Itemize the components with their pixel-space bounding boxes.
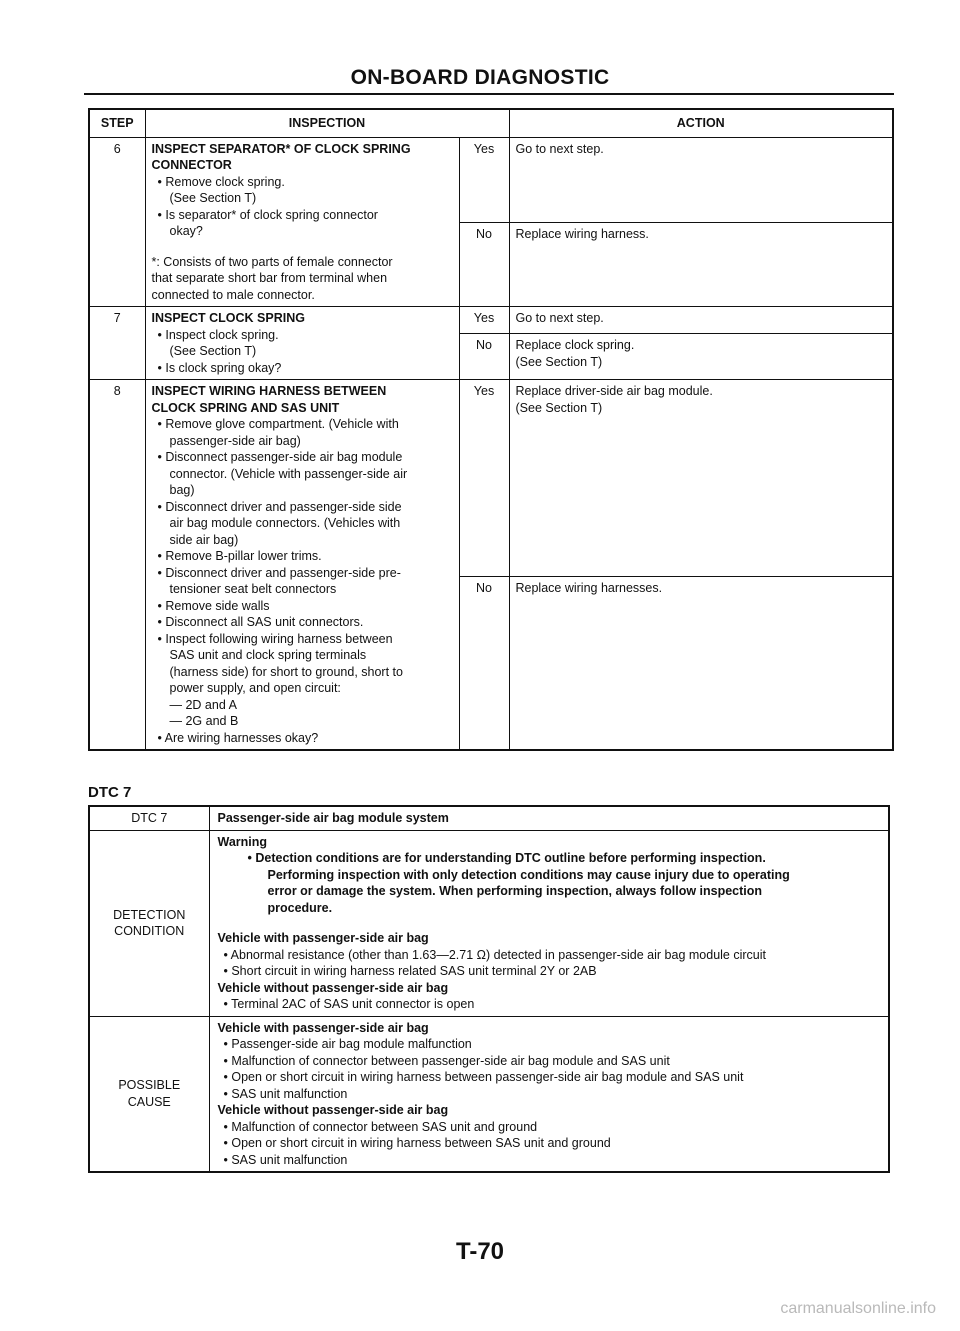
footnote: connected to male connector. [151,287,315,302]
dtc-name: Passenger-side air bag module system [209,806,889,830]
list-item: side air bag) [169,532,239,547]
subheading: Vehicle with passenger-side air bag [217,931,429,945]
action-line: Replace driver-side air bag module. [515,384,713,398]
list-item: • SAS unit malfunction [223,1152,348,1167]
yes-label: Yes [459,380,509,577]
step-inspection [145,137,459,307]
list-item: power supply, and open circuit: [169,681,341,695]
yes-label: Yes [459,307,509,334]
list-item: • Remove B-pillar lower trims. [157,549,322,563]
label-line: DETECTION [113,907,186,922]
dtc-table [88,805,890,1173]
list-item: • Inspect clock spring. [157,327,279,342]
no-label: No [459,222,509,307]
step-number: 8 [89,380,145,751]
step-number: 6 [89,137,145,307]
list-item: passenger-side air bag) [169,433,301,448]
no-label: No [459,577,509,751]
label-line: CONDITION [114,924,185,938]
list-item: • Terminal 2AC of SAS unit connector is open [223,997,475,1011]
list-item: connector. (Vehicle with passenger-side air [169,466,408,481]
warning-line: • Detection conditions are for understanding DTC outline before performing inspection. [247,851,766,865]
table-row [89,1016,889,1172]
step-title: INSPECT SEPARATOR* OF CLOCK SPRING [151,141,411,156]
list-item: okay? [169,224,203,238]
inspection-column-header: INSPECTION [145,109,509,137]
yes-action [509,380,893,577]
list-item: • SAS unit malfunction [223,1086,348,1101]
list-item: • Disconnect driver and passenger-side pre- [157,565,401,580]
yes-action: Go to next step. [509,137,893,222]
subheading: Vehicle with passenger-side air bag [217,1020,429,1035]
action-line: (See Section T) [515,354,603,369]
warning-line: Performing inspection with only detection conditions may cause injury due to operating [267,867,790,882]
label-line: POSSIBLE [118,1078,181,1093]
list-item: • Short circuit in wiring harness related SAS unit terminal 2Y or 2AB [223,964,597,978]
page-number: T-70 [455,1238,505,1265]
yes-action: Go to next step. [509,307,893,334]
step-number: 7 [89,307,145,380]
list-item: (harness side) for short to ground, short to [169,664,403,679]
table-row [89,137,893,222]
list-item: • Disconnect driver and passenger-side side [157,499,402,514]
step-title: INSPECT CLOCK SPRING [151,311,305,325]
step-title: CONNECTOR [151,158,232,172]
list-item: • Passenger-side air bag module malfunction [223,1037,472,1051]
no-action: Replace wiring harness. [509,222,893,307]
table-header-row [89,109,893,137]
section-heading: DTC 7 [88,784,132,801]
list-item: — 2D and A [169,697,237,712]
footnote: *: Consists of two parts of female connector [151,254,393,269]
header-rule [84,93,894,95]
step-inspection [145,380,459,751]
warning-line: error or damage the system. When performing inspection, always follow inspection [267,884,763,898]
list-item: • Remove glove compartment. (Vehicle with [157,417,399,431]
list-item: • Disconnect all SAS unit connectors. [157,615,364,629]
subheading: Vehicle without passenger-side air bag [217,1103,449,1117]
footnote: that separate short bar from terminal when [151,271,388,285]
step-title: CLOCK SPRING AND SAS UNIT [151,400,340,415]
table-row [89,830,889,1016]
detection-condition-content [209,830,889,1016]
step-title: INSPECT WIRING HARNESS BETWEEN [151,384,387,398]
warning-line: procedure. [267,900,333,915]
list-item: (See Section T) [169,191,257,205]
page-title: ON-BOARD DIAGNOSTIC [350,66,610,89]
table-row [89,307,893,334]
list-item: • Are wiring harnesses okay? [157,730,319,745]
subheading: Vehicle without passenger-side air bag [217,980,449,995]
list-item: • Abnormal resistance (other than 1.63—2.71 Ω) detected in passenger-side air bag module circuit [223,947,766,962]
table-row [89,380,893,577]
list-item: (See Section T) [169,344,257,358]
list-item: • Remove clock spring. [157,174,285,189]
list-item: • Open or short circuit in wiring harness between SAS unit and ground [223,1136,611,1150]
action-line: (See Section T) [515,400,603,415]
possible-cause-content [209,1016,889,1172]
list-item: • Remove side walls [157,598,270,613]
label-line: CAUSE [127,1094,171,1109]
inspection-steps-table [88,108,894,751]
dtc-code: DTC 7 [89,806,209,830]
no-action: Replace wiring harnesses. [509,577,893,751]
list-item: tensioner seat belt connectors [169,582,337,596]
list-item: • Is clock spring okay? [157,360,282,375]
watermark: carmanualsonline.info [780,1300,936,1317]
table-row [89,806,889,830]
action-line: Replace clock spring. [515,338,635,353]
no-label: No [459,334,509,380]
warning-title: Warning [217,834,268,849]
action-column-header: ACTION [509,109,893,137]
list-item: • Open or short circuit in wiring harness between passenger-side air bag module and SAS unit [223,1070,744,1084]
possible-cause-label [89,1016,209,1172]
list-item: • Is separator* of clock spring connector [157,207,378,222]
list-item: • Inspect following wiring harness between [157,631,393,646]
list-item: • Malfunction of connector between SAS unit and ground [223,1119,538,1134]
yes-label: Yes [459,137,509,222]
list-item: bag) [169,483,195,497]
detection-condition-label [89,830,209,1016]
list-item: • Disconnect passenger-side air bag module [157,450,403,464]
list-item: • Malfunction of connector between passenger-side air bag module and SAS unit [223,1053,670,1068]
step-column-header: STEP [89,109,145,137]
list-item: air bag module connectors. (Vehicles with [169,516,401,530]
list-item: — 2G and B [169,714,239,728]
no-action [509,334,893,380]
list-item: SAS unit and clock spring terminals [169,648,367,662]
step-inspection [145,307,459,380]
